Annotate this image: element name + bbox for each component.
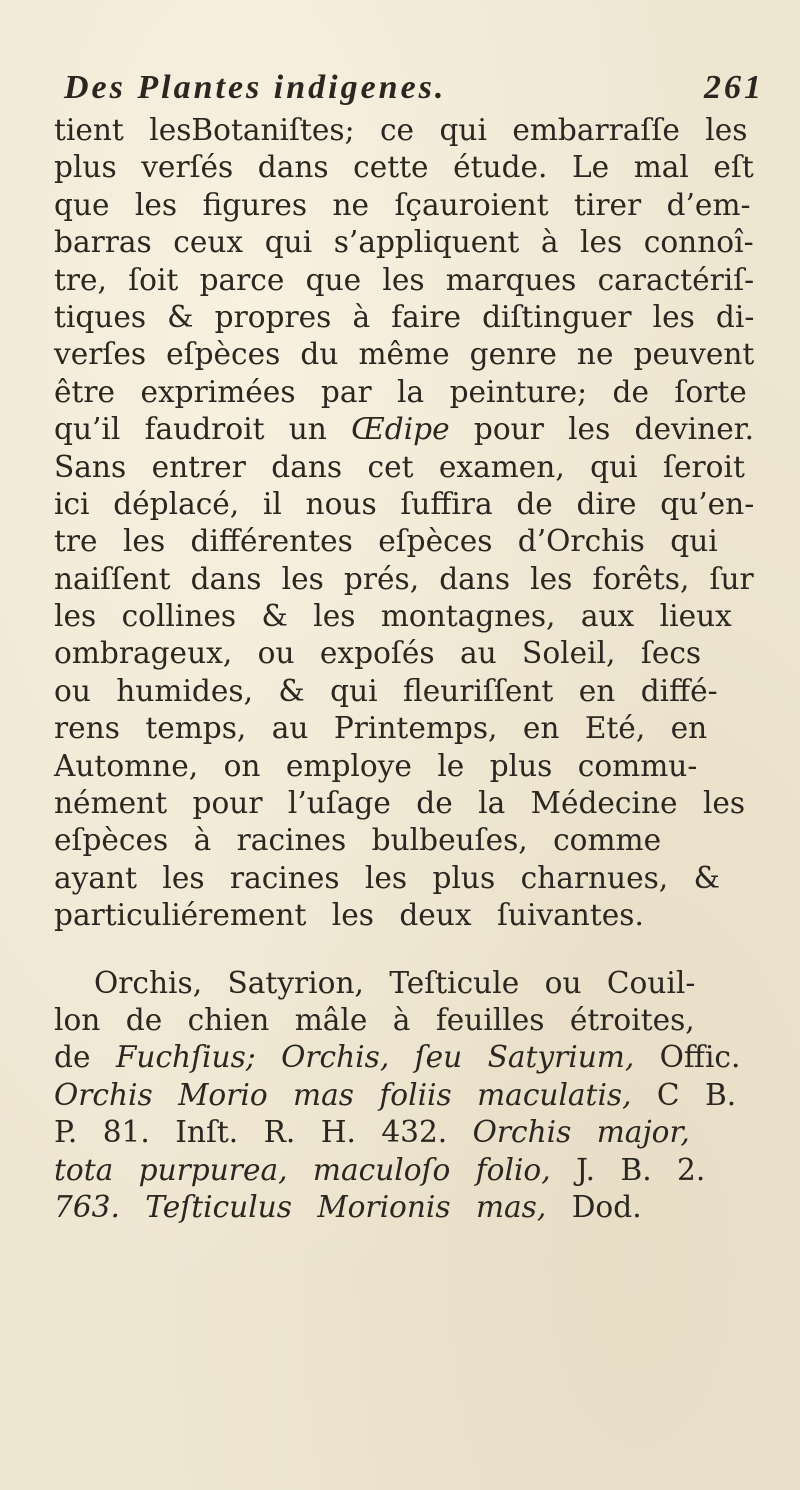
page-number: 261	[704, 69, 764, 106]
running-title: Des Plantes indigenes.	[64, 69, 447, 106]
text-line: les collines & les montagnes, aux lieux	[54, 599, 732, 634]
text-line: ici déplacé, il nous ſuffira de dire qu’en-	[54, 486, 755, 521]
roman-segment: pour les deviner.	[449, 412, 755, 447]
roman-segment: qu’il faudroit un	[54, 412, 352, 447]
roman-segment: Dod.	[546, 1189, 642, 1224]
text-line: eſpèces à racines bulbeuſes, comme	[54, 823, 662, 858]
text-line: ayant les racines les plus charnues, &	[54, 860, 720, 895]
italic-segment: 763. Teſticulus Morionis mas,	[54, 1189, 547, 1224]
roman-segment: C B.	[631, 1077, 737, 1112]
text-line: tiques & propres à faire diſtinguer les di-	[54, 299, 755, 334]
text-line	[54, 1189, 774, 1226]
text-line: Automne, on employe le plus commu-	[54, 748, 698, 783]
text-line: tient lesBotaniſtes; ce qui embarraſſe les	[54, 113, 748, 147]
italic-segment: Œdipe	[351, 412, 450, 447]
italic-segment: tota purpurea, maculoſo folio,	[54, 1152, 551, 1187]
text-line: nément pour l’uſage de la Médecine les	[54, 786, 746, 821]
text-line: lon de chien mâle à feuilles étroites,	[54, 1002, 695, 1037]
body-text	[54, 112, 774, 1226]
italic-segment: Orchis Morio mas foliis maculatis,	[54, 1077, 632, 1112]
text-line: Sans entrer dans cet examen, qui ſeroit	[54, 449, 745, 484]
text-line: Orchis, Satyrion, Teſticule ou Couil-	[94, 965, 696, 1000]
text-line	[54, 1077, 774, 1114]
text-line: que les figures ne ſçauroient tirer d’em-	[54, 187, 751, 222]
text-line: tre, ſoit parce que les marques caractériſ-	[54, 262, 755, 297]
text-line: ombrageux, ou expoſés au Soleil, ſecs	[54, 636, 702, 671]
roman-segment: Offic.	[634, 1040, 741, 1075]
roman-segment: P. 81. Inſt. R. H. 432.	[54, 1115, 473, 1150]
text-line: être exprimées par la peinture; de ſorte	[54, 374, 747, 409]
text-line: rens temps, au Printemps, en Eté, en	[54, 711, 708, 746]
text-line: naiſſent dans les prés, dans les forêts, ſur	[54, 561, 754, 596]
text-line: particuliérement les deux ſuivantes.	[54, 898, 644, 933]
text-line	[54, 1152, 774, 1189]
text-line: verſes eſpèces du même genre ne peuvent	[54, 337, 755, 372]
paragraph-gap	[54, 935, 774, 965]
running-head	[64, 66, 764, 110]
text-line: plus verſés dans cette étude. Le mal eſt	[54, 150, 754, 185]
text-line	[54, 1039, 774, 1076]
text-line: barras ceux qui s’appliquent à les connoî-	[54, 225, 754, 260]
roman-segment: de	[54, 1040, 116, 1075]
italic-segment: Fuchſius; Orchis, ſeu Satyrium,	[115, 1040, 635, 1075]
text-line	[54, 411, 774, 448]
text-line: tre les différentes eſpèces d’Orchis qui	[54, 524, 718, 559]
text-line	[54, 1114, 774, 1151]
italic-segment: Orchis major,	[472, 1115, 690, 1150]
paragraph	[54, 112, 774, 935]
paragraph	[54, 965, 774, 1227]
roman-segment: J. B. 2.	[550, 1152, 706, 1187]
text-line: ou humides, & qui fleuriſſent en diffé-	[54, 673, 718, 708]
